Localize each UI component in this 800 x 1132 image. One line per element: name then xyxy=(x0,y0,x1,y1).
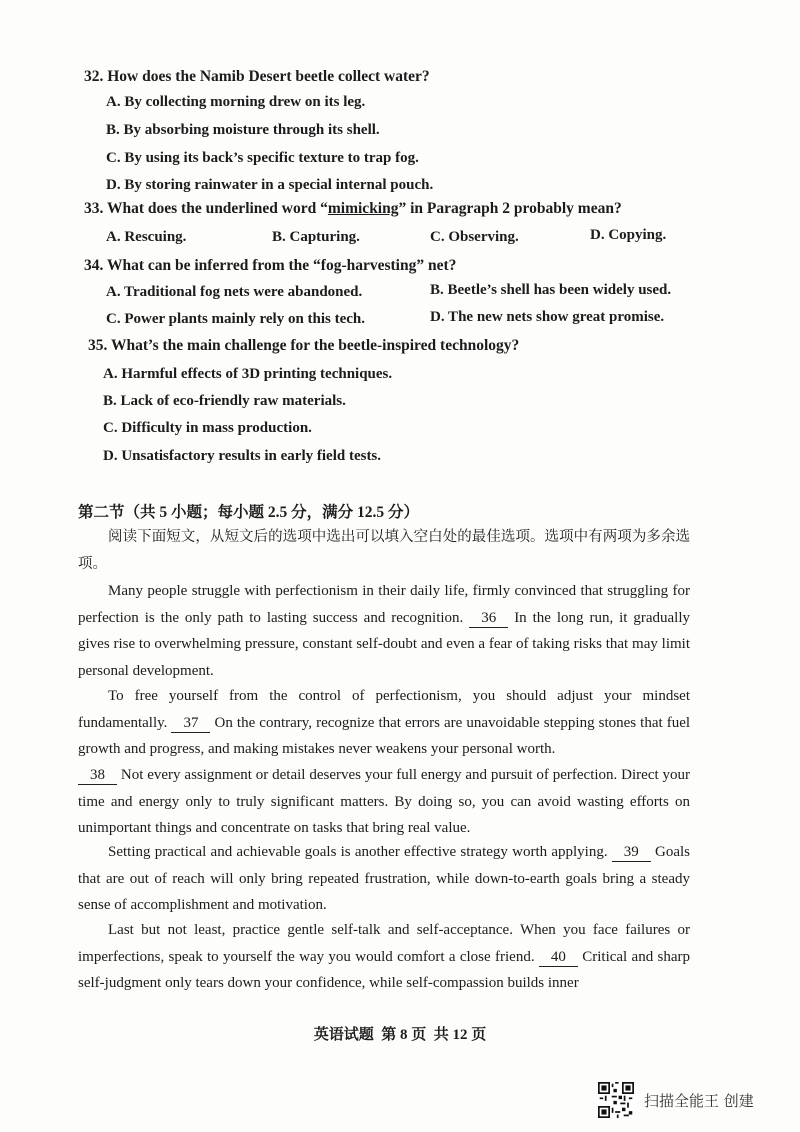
blank-36[interactable]: 36 xyxy=(469,609,508,628)
blank-38[interactable]: 38 xyxy=(78,766,117,785)
p3-text: Not every assignment or detail deserves your full energy and pursuit of perfection. Direct your time and energy only to truly significant matters. By doing so, you can avoid wasting efforts on unimportant things and concentrate on tasks that bring real value. xyxy=(78,767,691,836)
passage-paragraph-1 xyxy=(78,578,690,684)
qr-code-icon xyxy=(598,1082,634,1118)
q35-option-c: C. Difficulty in mass production. xyxy=(103,420,312,436)
q33-option-d: D. Copying. xyxy=(590,227,667,243)
p4-text-b: Goals that are out of reach will only bring repeated frustration, while down-to-earth goals bring a steady sense of accomplishment and motivation. xyxy=(78,844,691,913)
q33-option-c: C. Observing. xyxy=(430,229,519,245)
q34-option-b: B. Beetle’s shell has been widely used. xyxy=(430,282,672,298)
q32-option-c: C. By using its back’s specific texture to trap fog. xyxy=(106,150,419,166)
q32-option-a: A. By collecting morning drew on its leg. xyxy=(106,94,366,110)
blank-37[interactable]: 37 xyxy=(171,714,210,733)
scanner-watermark xyxy=(598,1080,788,1120)
q35-option-b: B. Lack of eco-friendly raw materials. xyxy=(103,393,346,409)
p2-text-b: On the contrary, recognize that errors are unavoidable stepping stones that fuel growth and progress, and making mistakes never weakens your personal worth. xyxy=(78,714,691,757)
p1-text-b: In the long run, it gradually gives rise to overwhelming pressure, constant self-doubt and even a fear of taking risks that may limit personal development. xyxy=(78,609,691,679)
instruction-text: 阅读下面短文，从短文后的选项中选出可以填入空白处的最佳选项。选项中有两项为多余选项。 xyxy=(78,529,690,572)
q33-text: 33. What does the underlined word “mimicking” in Paragraph 2 probably mean? xyxy=(84,200,622,217)
blank-40[interactable]: 40 xyxy=(539,948,578,967)
question-32-stem: 32. How does the Namib Desert beetle collect water? xyxy=(84,68,430,85)
scanner-text: 扫描全能王 创建 xyxy=(644,1091,754,1110)
p1-text-a: Many people struggle with perfectionism in their daily life, firmly convinced that struggling for perfection is the only path to lasting success and recognition. xyxy=(78,583,690,626)
q34-option-a: A. Traditional fog nets were abandoned. xyxy=(106,284,363,300)
q32-option-d: D. By storing rainwater in a special internal pouch. xyxy=(106,177,434,193)
section-2-instruction xyxy=(78,524,690,578)
passage-paragraph-2 xyxy=(78,683,690,763)
q34-option-d: D. The new nets show great promise. xyxy=(430,309,665,325)
q32-option-b: B. By absorbing moisture through its shell. xyxy=(106,122,380,138)
p5-text-b: Critical and sharp self-judgment only tears down your confidence, while self-compassion builds inner xyxy=(78,948,691,991)
passage-paragraph-4 xyxy=(78,839,690,919)
q33-option-a: A. Rescuing. xyxy=(106,229,187,245)
question-35-stem: 35. What’s the main challenge for the beetle-inspired technology? xyxy=(88,337,520,354)
blank-39[interactable]: 39 xyxy=(612,843,651,862)
passage-paragraph-3 xyxy=(78,762,690,842)
underlined-word: mimicking xyxy=(327,200,399,217)
question-34-stem: 34. What can be inferred from the “fog-harvesting” net? xyxy=(84,257,457,274)
page-footer: 英语试题 第 8 页 共 12 页 xyxy=(313,1027,487,1043)
q35-option-d: D. Unsatisfactory results in early field tests. xyxy=(103,448,382,464)
p2-text-a: To free yourself from the control of perfectionism, you should adjust your mindset fundamentally. xyxy=(78,688,690,731)
p4-text-a: Setting practical and achievable goals is another effective strategy worth applying. xyxy=(108,844,608,860)
q34-option-c: C. Power plants mainly rely on this tech. xyxy=(106,311,366,327)
question-33-stem xyxy=(84,200,622,218)
q33-option-b: B. Capturing. xyxy=(272,229,360,245)
p5-text-a: Last but not least, practice gentle self-talk and self-acceptance. When you face failures or imperfections, speak to yourself the way you would comfort a close friend. xyxy=(78,922,690,965)
passage-paragraph-5 xyxy=(78,917,690,997)
q35-option-a: A. Harmful effects of 3D printing techniques. xyxy=(103,366,393,382)
section-2-heading: 第二节（共 5 小题；每小题 2.5 分，满分 12.5 分） xyxy=(78,504,420,521)
